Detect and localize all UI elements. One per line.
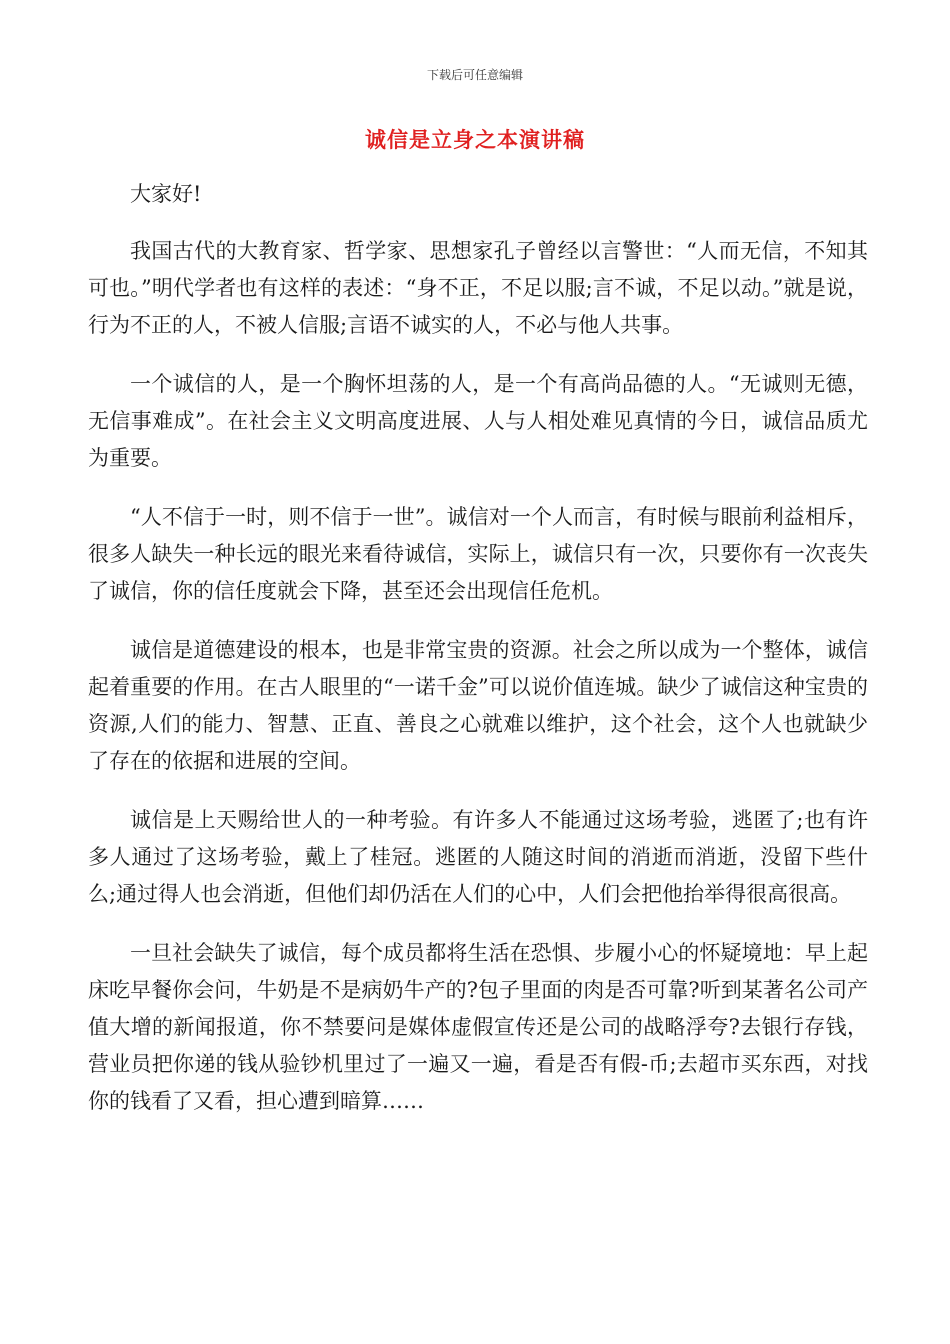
header-note: 下载后可任意编辑 <box>426 68 523 82</box>
paragraph: 我国古代的大教育家、哲学家、思想家孔子曾经以言警世：“人而无信，不知其可也。”明代学者也有这样的表述：“身不正，不足以服;言不诚，不足以动。”就是说，行为不正的人，不被人信服;言语不诚实的人，不必与他人共事。 <box>88 239 868 337</box>
paragraph: 诚信是道德建设的根本，也是非常宝贵的资源。社会之所以成为一个整体，诚信起着重要的作用。在古人眼里的“一诺千金”可以说价值连城。缺少了诚信这种宝贵的资源,人们的能力、智慧、正直、善良之心就难以维护，这个社会，这个人也就缺少了存在的依据和进展的空间。 <box>88 638 868 773</box>
paragraph: 一旦社会缺失了诚信，每个成员都将生活在恐惧、步履小心的怀疑境地：早上起床吃早餐你会问，牛奶是不是病奶牛产的?包子里面的肉是否可靠?听到某著名公司产值大增的新闻报道，你不禁要问是媒体虚假宣传还是公司的战略浮夸?去银行存钱，营业员把你递的钱从验钞机里过了一遍又一遍，看是否有假-币;去超市买东西，对找你的钱看了又看，担心遭到暗算…… <box>88 941 868 1113</box>
paragraph: 一个诚信的人，是一个胸怀坦荡的人，是一个有高尚品德的人。“无诚则无德，无信事难成”。在社会主义文明高度进展、人与人相处难见真情的今日，诚信品质尤为重要。 <box>88 372 868 470</box>
greeting: 大家好! <box>130 182 202 206</box>
document-title: 诚信是立身之本演讲稿 <box>365 128 585 152</box>
paragraph: “人不信于一时，则不信于一世”。诚信对一个人而言，有时候与眼前利益相斥，很多人缺失一种长远的眼光来看待诚信，实际上，诚信只有一次，只要你有一次丧失了诚信，你的信任度就会下降，甚至还会出现信任危机。 <box>88 505 868 603</box>
paragraph: 诚信是上天赐给世人的一种考验。有许多人不能通过这场考验，逃匿了;也有许多人通过了这场考验，戴上了桂冠。逃匿的人随这时间的消逝而消逝，没留下些什么;通过得人也会消逝，但他们却仍活在人们的心中，人们会把他抬举得很高很高。 <box>88 808 868 906</box>
document-body <box>88 176 868 1142</box>
